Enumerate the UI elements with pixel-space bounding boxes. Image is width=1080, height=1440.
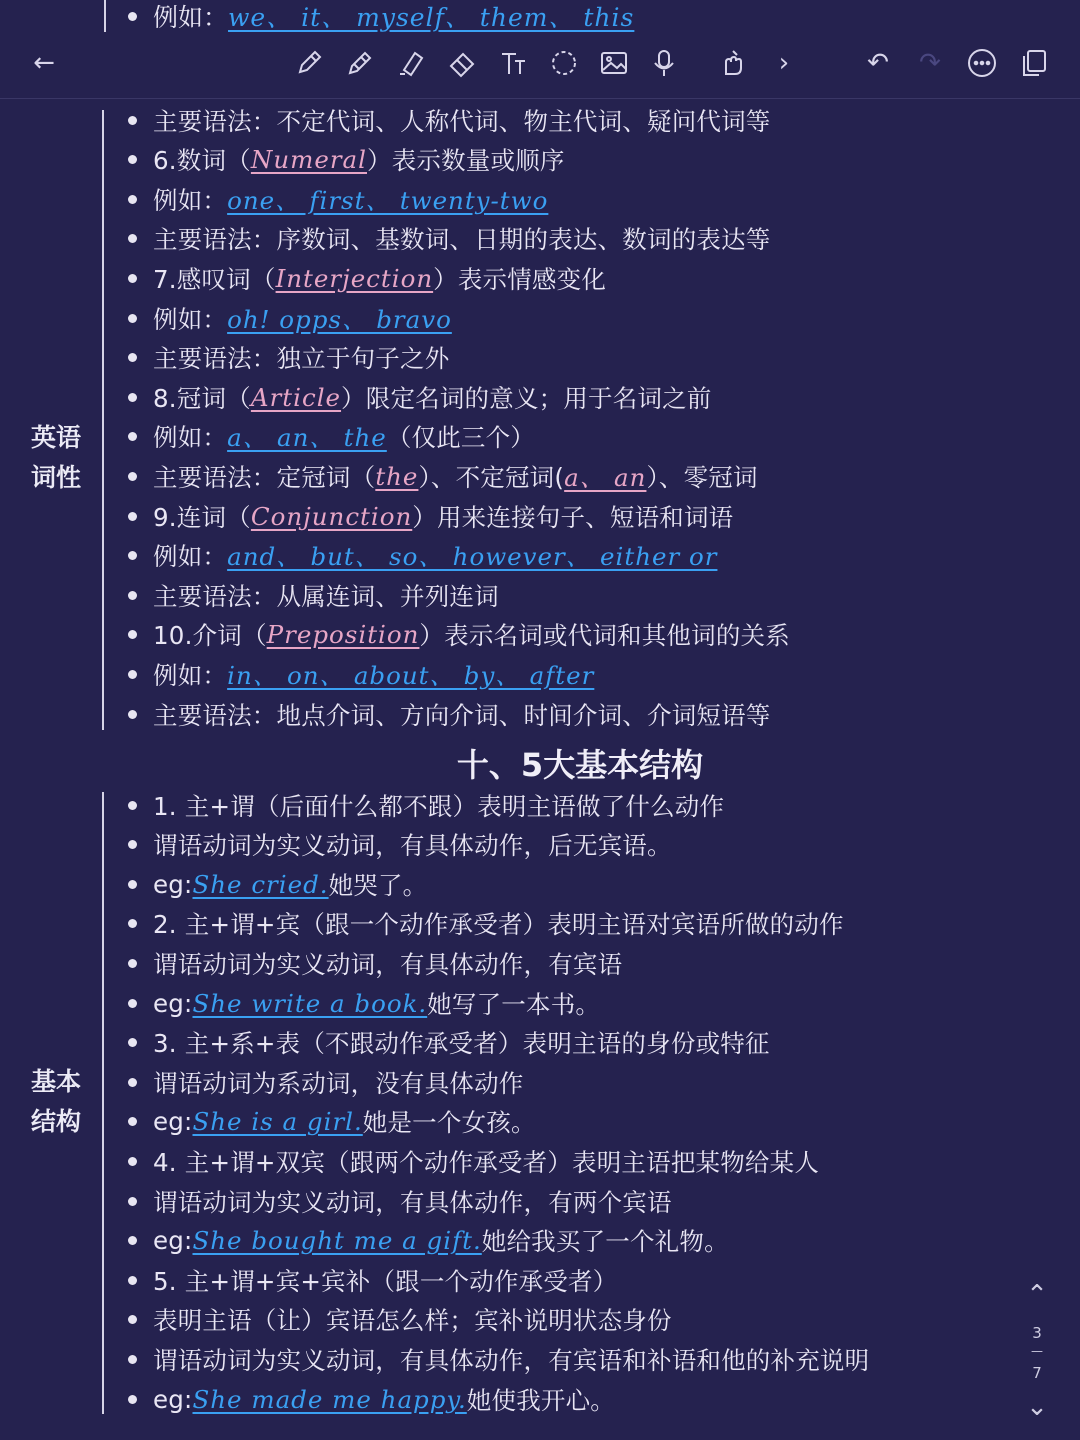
row-text: 4. 主+谓+双宾（跟两个动作承受者）表明主语把某物给某人	[153, 1147, 820, 1177]
list-item	[128, 536, 717, 576]
list-item	[128, 140, 565, 180]
bullet	[128, 1157, 137, 1166]
handwritten-text: She cried.	[192, 869, 329, 899]
list-item	[128, 943, 622, 983]
row-text: ）、零冠词	[646, 462, 758, 492]
highlighter-icon[interactable]	[389, 41, 433, 85]
mic-icon[interactable]	[642, 41, 686, 85]
row-text: 她哭了。	[328, 870, 428, 900]
row-text: ）、不定冠词(	[418, 462, 565, 492]
row-text: 谓语动词为实义动词，有具体动作，后无宾语。	[153, 831, 672, 861]
row-text: 例如：	[153, 185, 228, 215]
row-text: eg:	[153, 1107, 193, 1137]
row-text: ）表示数量或顺序	[367, 146, 565, 176]
bullet	[128, 12, 137, 21]
outline-bar	[102, 792, 104, 1414]
row-text: 1. 主+谓（后面什么都不跟）表明主语做了什么动作	[153, 791, 725, 821]
bullet	[128, 1078, 137, 1087]
list-item	[128, 417, 535, 457]
bullet	[128, 195, 137, 204]
list-item	[128, 654, 594, 694]
page-up-icon[interactable]: ⌃	[1026, 1280, 1048, 1310]
bullet	[128, 274, 137, 283]
bullet	[128, 234, 137, 243]
row-text: 例如：	[153, 304, 228, 334]
handwritten-text: She is a girl.	[192, 1107, 363, 1137]
row-text: 她使我开心。	[466, 1385, 615, 1415]
row-text: 例如：	[153, 660, 228, 690]
handwritten-text: Interjection	[275, 263, 434, 293]
list-item	[128, 615, 790, 655]
list-item	[128, 1023, 770, 1063]
list-item	[128, 904, 844, 944]
row-text: 谓语动词为系动词，没有具体动作	[153, 1068, 524, 1098]
list-item	[128, 1141, 819, 1181]
list-item	[128, 694, 771, 734]
bullet	[128, 630, 137, 639]
bullet	[128, 959, 137, 968]
pages-icon[interactable]	[1012, 41, 1056, 85]
list-item	[128, 179, 548, 219]
bullet	[128, 116, 137, 125]
bullet	[128, 1038, 137, 1047]
row-text: 她写了一本书。	[427, 989, 601, 1019]
bullet	[128, 155, 137, 164]
list-item	[128, 575, 499, 615]
page-total: 7	[1032, 1364, 1042, 1382]
bullet	[128, 1395, 137, 1404]
row-text: eg:	[153, 869, 193, 899]
handwritten-text: Preposition	[266, 620, 420, 650]
section-label	[26, 1062, 86, 1142]
label-line: 结构	[30, 1107, 81, 1136]
list-item	[128, 377, 712, 417]
row-text: 7.感叹词（	[153, 264, 276, 294]
handwritten-text: Conjunction	[250, 501, 413, 531]
handwritten-text: Numeral	[250, 145, 367, 175]
bullet	[128, 710, 137, 719]
list-item	[128, 338, 449, 378]
row-text: ）限定名词的意义；用于名词之前	[341, 383, 712, 413]
handwritten-text: and、 but、 so、 however、 either or	[227, 542, 718, 572]
handwritten-text: oh! opps、 bravo	[227, 304, 452, 334]
row-text: ）表示情感变化	[433, 264, 607, 294]
note-toolbar	[0, 28, 1080, 99]
bullet	[128, 1276, 137, 1285]
row-text: 例如：	[153, 542, 228, 572]
row-text: 8.冠词（	[153, 383, 251, 413]
handwritten-text: She bought me a gift.	[192, 1226, 482, 1256]
row-text: 谓语动词为实义动词，有具体动作，有两个宾语	[153, 1187, 672, 1217]
row-text: 2. 主+谓+宾（跟一个动作承受者）表明主语对宾语所做的动作	[153, 910, 844, 940]
list-item	[128, 456, 758, 496]
row-text: 主要语法：从属连词、并列连词	[153, 581, 499, 611]
list-item	[128, 496, 733, 536]
label-line: 词性	[30, 463, 81, 492]
bullet	[128, 472, 137, 481]
list-item	[128, 1260, 617, 1300]
bullet	[128, 393, 137, 402]
list-item	[128, 1300, 672, 1340]
pencil-icon[interactable]	[338, 41, 382, 85]
eraser-icon[interactable]	[440, 41, 484, 85]
list-item	[128, 1181, 672, 1221]
bullet	[128, 353, 137, 362]
page-down-icon[interactable]: ⌄	[1026, 1392, 1048, 1422]
bullet	[128, 591, 137, 600]
list-item	[128, 100, 771, 140]
row-text: 谓语动词为实义动词，有具体动作，有宾语和补语和他的补充说明	[153, 1345, 870, 1375]
pen-icon[interactable]	[287, 41, 331, 85]
row-text: 主要语法：不定代词、人称代词、物主代词、疑问代词等	[153, 106, 771, 136]
handwritten-text: Article	[250, 382, 342, 412]
image-icon[interactable]	[592, 41, 636, 85]
row-text: 5. 主+谓+宾+宾补（跟一个动作承受者）	[153, 1266, 618, 1296]
list-item	[128, 1221, 729, 1261]
row-text: 6.数词（	[153, 146, 251, 176]
bullet	[128, 314, 137, 323]
row-text: 3. 主+系+表（不跟动作承受者）表明主语的身份或特征	[153, 1029, 770, 1059]
redo-icon[interactable]: ↷	[919, 48, 941, 78]
more-options-icon[interactable]	[960, 41, 1004, 85]
label-line: 基本	[30, 1067, 81, 1096]
list-item	[128, 825, 672, 865]
handwritten-text: the	[375, 461, 419, 491]
row-text: eg:	[153, 1226, 193, 1256]
list-item	[128, 219, 771, 259]
list-item	[128, 1339, 869, 1379]
list-item	[128, 785, 724, 825]
outline-bar	[102, 110, 104, 730]
bullet	[128, 801, 137, 810]
list-item	[128, 298, 452, 338]
row-text: ）表示名词或代词和其他词的关系	[419, 621, 790, 651]
list-item	[128, 1062, 524, 1102]
bullet	[128, 1197, 137, 1206]
handwritten-text: a、 an、 the	[227, 423, 387, 453]
page-current: 3	[1032, 1324, 1042, 1342]
bullet	[128, 551, 137, 560]
row-text: 例如：	[153, 3, 229, 32]
row-text: eg:	[153, 988, 193, 1018]
label-line: 英语	[30, 423, 81, 452]
page-separator: —	[1031, 1344, 1043, 1358]
row-text: （仅此三个）	[386, 423, 536, 453]
row-text: ）用来连接句子、短语和词语	[412, 502, 734, 532]
row-text: 例如：	[153, 423, 228, 453]
list-item	[128, 258, 606, 298]
handwritten-text: She write a book.	[192, 988, 428, 1018]
bullet	[128, 919, 137, 928]
row-text: 9.连词（	[153, 502, 251, 532]
section-heading: 十、5大基本结构	[456, 746, 704, 784]
row-text: 主要语法：地点介词、方向介词、时间介词、介词短语等	[153, 700, 771, 730]
row-text: 10.介词（	[153, 621, 267, 651]
back-arrow-icon[interactable]: ←	[33, 48, 55, 78]
row-text: 她是一个女孩。	[362, 1108, 536, 1138]
handwritten-text: She made me happy.	[192, 1384, 467, 1414]
bullet	[128, 1236, 137, 1245]
row-text: 主要语法：独立于句子之外	[153, 344, 450, 374]
row-text: 谓语动词为实义动词，有具体动作，有宾语	[153, 949, 623, 979]
lasso-icon[interactable]	[542, 41, 586, 85]
handwritten-text: one、 first、 twenty-two	[227, 185, 549, 215]
list-item	[128, 1379, 615, 1419]
touch-pen-icon[interactable]	[710, 41, 754, 85]
bullet	[128, 1355, 137, 1364]
row-text: 主要语法：序数词、基数词、日期的表达、数词的表达等	[153, 225, 771, 255]
bullet	[128, 999, 137, 1008]
bullet	[128, 512, 137, 521]
list-item	[128, 983, 600, 1023]
row-text: 主要语法：定冠词（	[153, 462, 376, 492]
bullet	[128, 840, 137, 849]
next-chevron-icon[interactable]: ›	[778, 48, 790, 78]
handwritten-text: we、 it、 myself、 them、 this	[228, 3, 635, 32]
handwritten-text: a、 an	[564, 462, 647, 492]
row-text: 她给我买了一个礼物。	[481, 1227, 729, 1257]
bullet	[128, 432, 137, 441]
section-label	[26, 418, 86, 498]
bullet	[128, 880, 137, 889]
undo-icon[interactable]: ↶	[867, 48, 889, 78]
bullet	[128, 1315, 137, 1324]
row-text: eg:	[153, 1384, 193, 1414]
list-item	[128, 864, 427, 904]
bullet	[128, 670, 137, 679]
list-item	[128, 1102, 536, 1142]
bullet	[128, 1117, 137, 1126]
text-icon[interactable]	[491, 41, 535, 85]
handwritten-text: in、 on、 about、 by、 after	[227, 660, 595, 690]
row-text: 表明主语（让）宾语怎么样；宾补说明状态身份	[153, 1306, 672, 1336]
